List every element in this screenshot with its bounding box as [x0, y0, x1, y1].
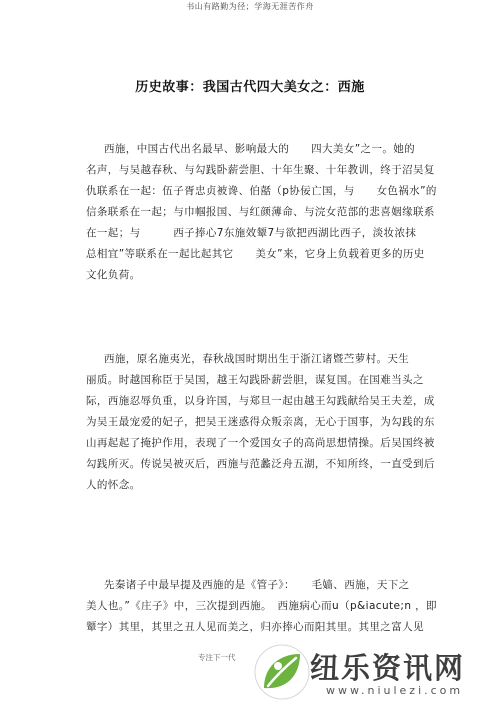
- paragraph-line: 文化负荷。: [86, 269, 141, 281]
- site-watermark: [248, 640, 500, 708]
- paragraph-line: 信条联系在一起；与巾帼报国、与红颜薄命、与浣女范部的悲喜姻缘联系: [86, 206, 435, 218]
- paragraph-3: [86, 575, 437, 638]
- paragraph-line: 勾践所灭。传说吴被灭后，西施与范蠡泛舟五湖，不知所终，一直受到后: [86, 458, 435, 470]
- page-header: 书山有路勤为径；学海无涯苦作舟: [186, 2, 314, 11]
- paragraph-line: 在一起；与 西子捧心7东施效颦7与欲把西湖比西子，淡妆浓抹: [86, 227, 417, 239]
- leaf-logo-icon: [254, 644, 310, 700]
- paragraph-line: 美人也。”《庄子》中，三次提到西施。 西施病心而u（p&iacute;n ，即: [86, 600, 437, 612]
- paragraph-line: 际，西施忍辱负重，以身许国，与郑旦一起由越王勾践献给吴王夫差，成: [86, 395, 435, 407]
- paragraph-line: 名声，与吴越春秋、与勾践卧薪尝胆、十年生聚、十年教训，终于沼吴复: [86, 164, 435, 176]
- paragraph-line: 总相宜”等联系在一起比起其它 美女”来，它身上负载着更多的历史: [86, 248, 425, 260]
- paragraph-line: 人的怀念。: [86, 479, 141, 491]
- paragraph-line: 山再起起了掩护作用，表现了一个爱国女子的高尚思想情操。后吴国终被: [86, 437, 435, 449]
- paragraph-line: 先秦诸子中最早提及西施的是《管子》： 毛嫱、西施，天下之: [104, 579, 410, 591]
- page-footer: 专注下一代: [198, 653, 236, 662]
- paragraph-line: 颦字）其里，其里之丑人见而美之，归亦捧心而阳其里。其里之富人见: [86, 621, 424, 633]
- paragraph-1: [86, 139, 437, 286]
- paragraph-line: 西施，原名施夷光，春秋战国时期出生于浙江诸暨苎萝村。天生: [104, 353, 410, 365]
- document-title: 历史故事：我国古代四大美女之：西施: [135, 80, 365, 95]
- paragraph-line: 为吴王最宠爱的妃子，把吴王迷惑得众叛亲离，无心于国事，为勾践的东: [86, 416, 435, 428]
- paragraph-line: 丽质。时越国称臣于吴国，越王勾践卧薪尝胆，谋复国。在国难当头之: [86, 374, 424, 386]
- watermark-url: www.niulezi.com: [326, 684, 464, 697]
- watermark-title: 纽乐资讯网: [310, 651, 466, 685]
- paragraph-line: 西施，中国古代出名最早、影响最大的 四大美女”之一。她的: [104, 143, 416, 155]
- paragraph-2: [86, 349, 435, 496]
- paragraph-line: 仇联系在一起：伍子胥忠贞被谗、伯嚭（p协佞亡国，与 女色祸水”的: [86, 185, 437, 197]
